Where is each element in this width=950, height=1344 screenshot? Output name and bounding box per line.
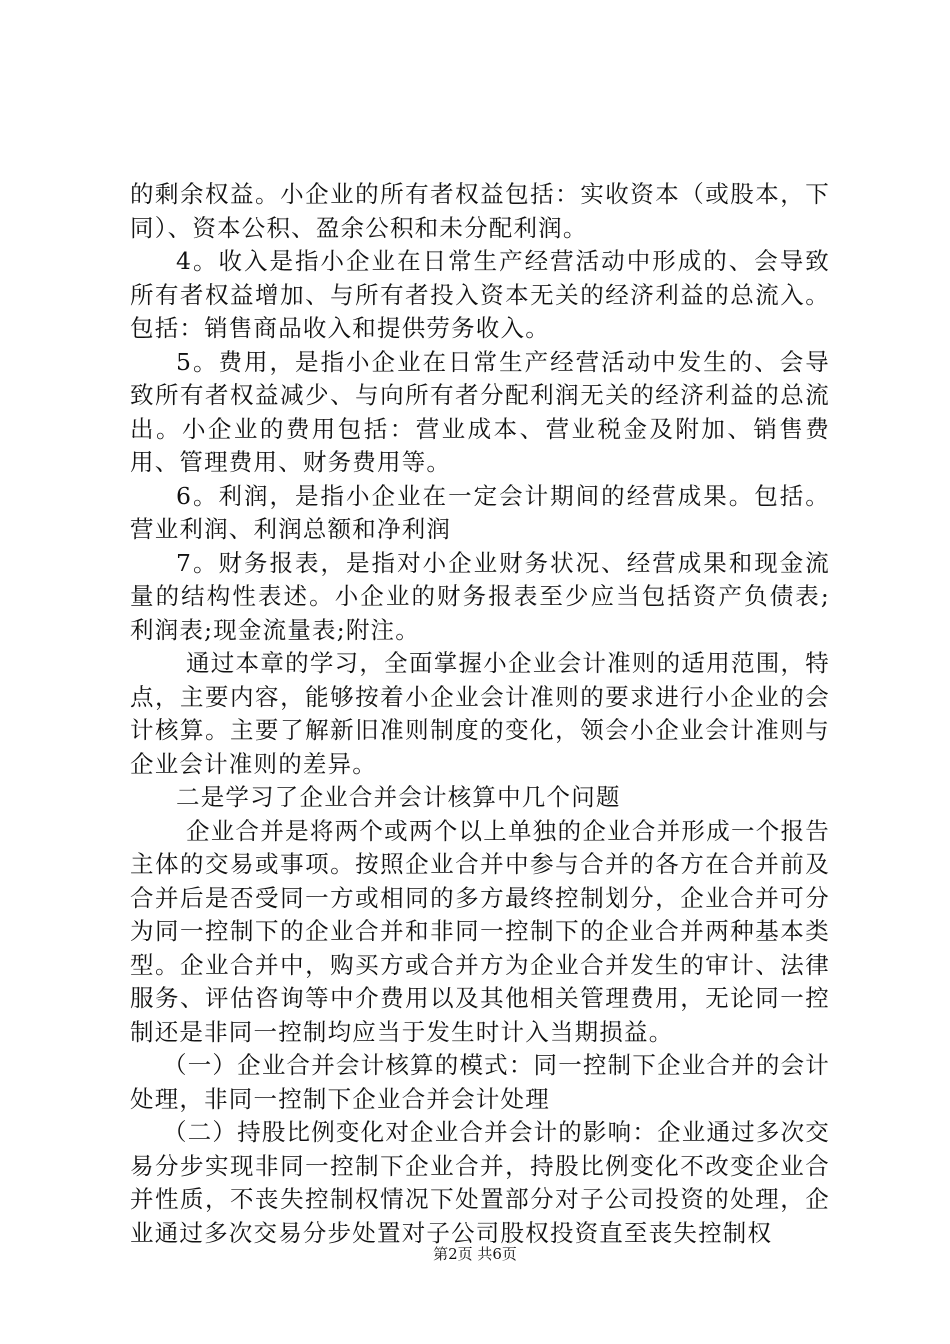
paragraph-item-one: （一）企业合并会计核算的模式：同一控制下企业合并的会计处理，非同一控制下企业合并会计处理 [130, 1051, 830, 1113]
paragraph-financial-statements: 7。财务报表，是指对小企业财务状况、经营成果和现金流量的结构性表述。小企业的财务报表至少应当包括资产负债表;利润表;现金流量表;附注。 [130, 548, 830, 644]
page-footer: 第2页 共6页 [433, 1245, 517, 1263]
paragraph-item-two: （二）持股比例变化对企业合并会计的影响：企业通过多次交易分步实现非同一控制下企业合并，持股比例变化不改变企业合并性质，不丧失控制权情况下处置部分对子公司投资的处理，企业通过多次交易分步处置对子公司股权投资直至丧失控制权 [130, 1118, 830, 1247]
paragraph-section-heading: 二是学习了企业合并会计核算中几个问题 [176, 783, 621, 811]
document-body [130, 178, 830, 1250]
paragraph-revenue: 4。收入是指小企业在日常生产经营活动中形成的、会导致所有者权益增加、与所有者投入资本无关的经济利益的总流入。包括：销售商品收入和提供劳务收入。 [130, 247, 830, 342]
paragraph-business-combination: 企业合并是将两个或两个以上单独的企业合并形成一个报告主体的交易或事项。按照企业合并中参与合并的各方在合并前及合并后是否受同一方或相同的多方最终控制划分，企业合并可分为同一控制下的企业合并和非同一控制下的企业合并两种基本类型。企业合并中，购买方或合并方为企业合并发生的审计、法律服务、评估咨询等中介费用以及其他相关管理费用，无论同一控制还是非同一控制均应当于发生时计入当期损益。 [130, 816, 830, 1046]
paragraph-expenses: 5。费用，是指小企业在日常生产经营活动中发生的、会导致所有者权益减少、与向所有者分配利润无关的经济利益的总流出。小企业的费用包括：营业成本、营业税金及附加、销售费用、管理费用、财务费用等。 [130, 347, 830, 476]
paragraph-chapter-summary: 通过本章的学习，全面掌握小企业会计准则的适用范围，特点，主要内容，能够按着小企业会计准则的要求进行小企业的会计核算。主要了解新旧准则制度的变化，领会小企业会计准则与企业会计准则的差异。 [130, 649, 830, 778]
paragraph-profit: 6。利润，是指小企业在一定会计期间的经营成果。包括。营业利润、利润总额和净利润 [130, 481, 830, 543]
paragraph-equity: 的剩余权益。小企业的所有者权益包括：实收资本（或股本，下同）、资本公积、盈余公积和未分配利润。 [130, 180, 830, 242]
